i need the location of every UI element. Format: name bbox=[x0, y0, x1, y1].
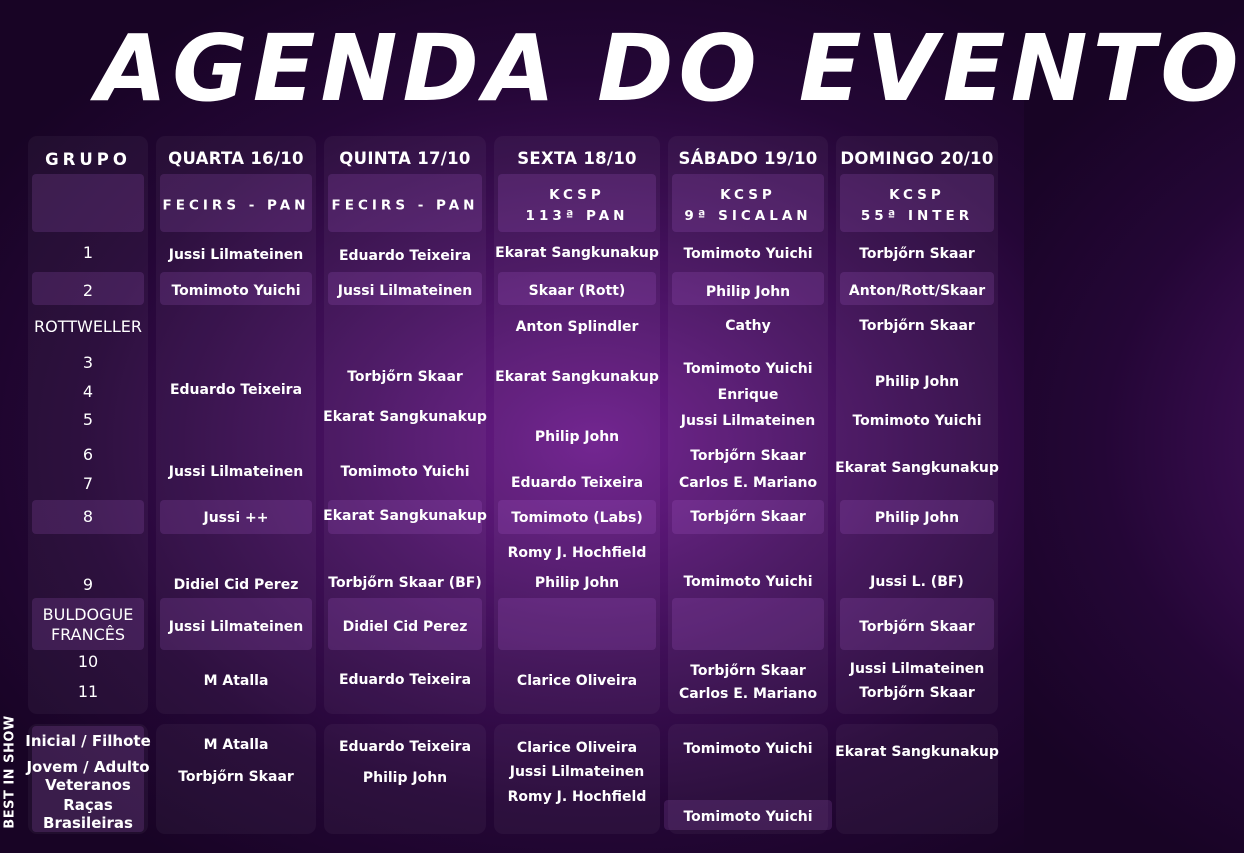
judge-cell: Philip John bbox=[705, 284, 791, 300]
judge-cell: Torbjőrn Skaar bbox=[690, 663, 806, 679]
judge-cell: Didiel Cid Perez bbox=[173, 577, 299, 593]
judge-cell: Ekarat Sangkunakup bbox=[835, 460, 999, 476]
group-label-bf: BULDOGUE FRANCÊS bbox=[42, 605, 134, 644]
judge-cell: Torbjőrn Skaar bbox=[690, 509, 806, 525]
judge-cell: Eduardo Teixeira bbox=[338, 248, 472, 264]
best-in-show-category: Raças Brasileiras bbox=[43, 796, 133, 832]
day-header-quinta: QUINTA 17/10 bbox=[339, 148, 471, 168]
day-header-domingo: DOMINGO 20/10 bbox=[840, 148, 994, 168]
judge-cell: Philip John bbox=[534, 429, 620, 445]
show-label-quinta: FECIRS - PAN bbox=[331, 197, 479, 214]
judge-cell: Torbjőrn Skaar bbox=[690, 448, 806, 464]
group-label-g1: 1 bbox=[82, 243, 94, 262]
judge-cell: Torbjőrn Skaar bbox=[347, 369, 463, 385]
judge-cell: Jussi Lilmateinen bbox=[168, 464, 304, 480]
best-in-show-category: Inicial / Filhote bbox=[25, 732, 151, 750]
best-in-show-panel bbox=[836, 724, 998, 834]
judge-cell: Carlos E. Mariano bbox=[678, 686, 818, 702]
judge-cell: Jussi Lilmateinen bbox=[849, 661, 985, 677]
judge-cell: Didiel Cid Perez bbox=[342, 619, 468, 635]
group-label-rott: ROTTWELLER bbox=[34, 317, 142, 336]
judge-cell: Torbjőrn Skaar bbox=[178, 769, 294, 785]
judge-cell: Tomimoto Yuichi bbox=[683, 809, 813, 825]
day-header-quarta: QUARTA 16/10 bbox=[168, 148, 304, 168]
row-band bbox=[32, 174, 144, 232]
judge-cell: Tomimoto Yuichi bbox=[683, 741, 813, 757]
judge-cell: Romy J. Hochfield bbox=[507, 545, 647, 561]
judge-cell: Philip John bbox=[362, 770, 448, 786]
judge-cell: Eduardo Teixeira bbox=[510, 475, 644, 491]
judge-cell: Jussi Lilmateinen bbox=[168, 247, 304, 263]
judge-cell: Anton/Rott/Skaar bbox=[848, 283, 986, 299]
judge-cell: Jussi ++ bbox=[203, 510, 269, 526]
judge-cell: M Atalla bbox=[203, 737, 269, 753]
judge-cell: Philip John bbox=[874, 510, 960, 526]
judge-cell: Ekarat Sangkunakup bbox=[495, 369, 659, 385]
judge-cell: Torbjőrn Skaar bbox=[859, 246, 975, 262]
group-label-g5: 5 bbox=[82, 410, 94, 429]
day-header-sabado: SÁBADO 19/10 bbox=[678, 148, 818, 168]
row-band bbox=[498, 598, 656, 650]
judge-cell: Jussi Lilmateinen bbox=[337, 283, 473, 299]
judge-cell: Ekarat Sangkunakup bbox=[835, 744, 999, 760]
group-label-g7: 7 bbox=[82, 474, 94, 493]
judge-cell: Tomimoto Yuichi bbox=[683, 246, 813, 262]
best-in-show-label: BEST IN SHOW bbox=[2, 715, 18, 829]
page-title: AGENDA DO EVENTO bbox=[96, 15, 1244, 122]
judge-cell: Tomimoto Yuichi bbox=[171, 283, 301, 299]
judge-cell: Clarice Oliveira bbox=[516, 673, 638, 689]
day-header-sexta: SEXTA 18/10 bbox=[517, 148, 637, 168]
judge-cell: Jussi Lilmateinen bbox=[168, 619, 304, 635]
group-label-g2: 2 bbox=[82, 281, 94, 300]
judge-cell: Tomimoto (Labs) bbox=[511, 510, 643, 526]
judge-cell: Philip John bbox=[874, 374, 960, 390]
judge-cell: Tomimoto Yuichi bbox=[852, 413, 982, 429]
group-column-header: GRUPO bbox=[45, 149, 131, 169]
judge-cell: Torbjőrn Skaar (BF) bbox=[328, 575, 482, 591]
group-label-g11: 11 bbox=[77, 682, 99, 701]
judge-cell: Eduardo Teixeira bbox=[338, 739, 472, 755]
judge-cell: Ekarat Sangkunakup bbox=[323, 508, 487, 524]
judge-cell: Cathy bbox=[725, 318, 771, 334]
group-label-g10: 10 bbox=[77, 652, 99, 671]
judge-cell: Tomimoto Yuichi bbox=[340, 464, 470, 480]
show-label-sexta: KCSP 113ª PAN bbox=[525, 187, 629, 224]
judge-cell: Ekarat Sangkunakup bbox=[495, 245, 659, 261]
judge-cell: Clarice Oliveira bbox=[516, 740, 638, 756]
judge-cell: Jussi L. (BF) bbox=[870, 574, 964, 590]
judge-cell: Eduardo Teixeira bbox=[169, 382, 303, 398]
judge-cell: Carlos E. Mariano bbox=[678, 475, 818, 491]
judge-cell: Eduardo Teixeira bbox=[338, 672, 472, 688]
judge-cell: Tomimoto Yuichi bbox=[683, 361, 813, 377]
judge-cell: Anton Splindler bbox=[515, 319, 639, 335]
group-label-g6: 6 bbox=[82, 445, 94, 464]
judge-cell: Tomimoto Yuichi bbox=[683, 574, 813, 590]
group-label-g3: 3 bbox=[82, 353, 94, 372]
judge-cell: Jussi Lilmateinen bbox=[509, 764, 645, 780]
show-label-sabado: KCSP 9ª SICALAN bbox=[684, 187, 812, 224]
judge-cell: Romy J. Hochfield bbox=[507, 789, 647, 805]
judge-cell: M Atalla bbox=[203, 673, 269, 689]
judge-cell: Torbjőrn Skaar bbox=[859, 619, 975, 635]
judge-cell: Philip John bbox=[534, 575, 620, 591]
best-in-show-category: Veteranos bbox=[45, 776, 131, 794]
row-band bbox=[672, 598, 824, 650]
group-label-g9: 9 bbox=[82, 575, 94, 594]
judge-cell: Torbjőrn Skaar bbox=[859, 318, 975, 334]
show-label-quarta: FECIRS - PAN bbox=[162, 197, 310, 214]
best-in-show-category: Jovem / Adulto bbox=[26, 758, 150, 776]
group-label-g4: 4 bbox=[82, 382, 94, 401]
judge-cell: Jussi Lilmateinen bbox=[680, 413, 816, 429]
show-label-domingo: KCSP 55ª INTER bbox=[860, 187, 974, 224]
group-label-g8: 8 bbox=[82, 507, 94, 526]
judge-cell: Torbjőrn Skaar bbox=[859, 685, 975, 701]
judge-cell: Enrique bbox=[717, 387, 779, 403]
judge-cell: Skaar (Rott) bbox=[528, 283, 626, 299]
judge-cell: Ekarat Sangkunakup bbox=[323, 409, 487, 425]
